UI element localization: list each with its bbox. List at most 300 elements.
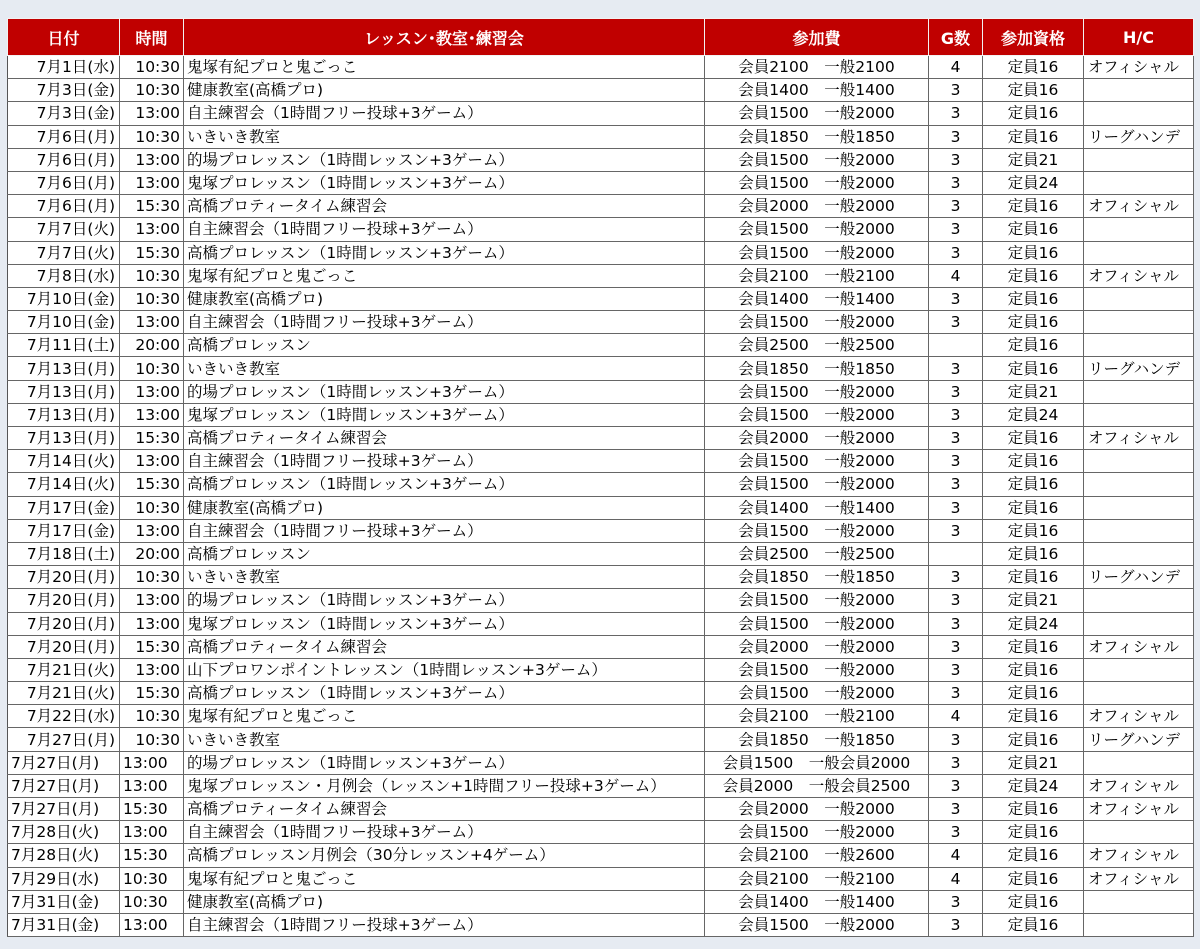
cell-games: 4	[929, 867, 983, 890]
cell-title: いきいき教室	[184, 125, 705, 148]
cell-qualification: 定員16	[983, 334, 1084, 357]
table-row	[8, 682, 1194, 705]
cell-handicap	[1084, 682, 1194, 705]
cell-fee: 会員1500 一般2000	[705, 519, 929, 542]
cell-qualification: 定員16	[983, 264, 1084, 287]
cell-handicap	[1084, 334, 1194, 357]
cell-games: 3	[929, 102, 983, 125]
cell-qualification: 定員24	[983, 403, 1084, 426]
cell-games: 3	[929, 357, 983, 380]
header-row	[8, 19, 1194, 56]
cell-title: 高橋プロティータイム練習会	[184, 427, 705, 450]
cell-time: 13:00	[120, 171, 184, 194]
table-row	[8, 311, 1194, 334]
cell-qualification: 定員21	[983, 589, 1084, 612]
cell-time: 10:30	[120, 867, 184, 890]
cell-fee: 会員2000 一般2000	[705, 427, 929, 450]
table-row	[8, 427, 1194, 450]
cell-qualification: 定員16	[983, 496, 1084, 519]
table-row	[8, 913, 1194, 936]
cell-qualification: 定員24	[983, 171, 1084, 194]
table-row	[8, 705, 1194, 728]
cell-handicap	[1084, 148, 1194, 171]
cell-time: 13:00	[120, 450, 184, 473]
cell-time: 13:00	[120, 519, 184, 542]
cell-games: 3	[929, 612, 983, 635]
cell-games: 3	[929, 496, 983, 519]
cell-title: 鬼塚有紀プロと鬼ごっこ	[184, 705, 705, 728]
cell-title: 健康教室(高橋プロ)	[184, 79, 705, 102]
cell-title: いきいき教室	[184, 566, 705, 589]
cell-time: 20:00	[120, 334, 184, 357]
cell-handicap	[1084, 79, 1194, 102]
cell-fee: 会員2100 一般2100	[705, 705, 929, 728]
cell-fee: 会員1500 一般2000	[705, 589, 929, 612]
cell-qualification: 定員16	[983, 241, 1084, 264]
cell-handicap	[1084, 102, 1194, 125]
cell-date: 7月11日(土)	[8, 334, 120, 357]
cell-fee: 会員1500 一般会員2000	[705, 751, 929, 774]
cell-qualification: 定員16	[983, 56, 1084, 79]
table-row	[8, 658, 1194, 681]
header-date: 日付	[8, 19, 120, 56]
cell-date: 7月27日(月)	[8, 751, 120, 774]
cell-qualification: 定員16	[983, 867, 1084, 890]
cell-date: 7月22日(水)	[8, 705, 120, 728]
cell-handicap	[1084, 311, 1194, 334]
cell-qualification: 定員16	[983, 542, 1084, 565]
cell-title: 的場プロレッスン（1時間レッスン+3ゲーム）	[184, 589, 705, 612]
cell-qualification: 定員16	[983, 798, 1084, 821]
cell-title: 鬼塚有紀プロと鬼ごっこ	[184, 867, 705, 890]
cell-time: 10:30	[120, 56, 184, 79]
cell-title: 高橋プロレッスン月例会（30分レッスン+4ゲーム）	[184, 844, 705, 867]
cell-games: 3	[929, 311, 983, 334]
cell-fee: 会員2000 一般会員2500	[705, 774, 929, 797]
cell-handicap: オフィシャル	[1084, 635, 1194, 658]
cell-fee: 会員1400 一般1400	[705, 496, 929, 519]
cell-qualification: 定員16	[983, 102, 1084, 125]
cell-title: 自主練習会（1時間フリー投球+3ゲーム）	[184, 821, 705, 844]
table-row	[8, 751, 1194, 774]
cell-fee: 会員1500 一般2000	[705, 403, 929, 426]
cell-qualification: 定員16	[983, 311, 1084, 334]
cell-handicap	[1084, 519, 1194, 542]
cell-fee: 会員1500 一般2000	[705, 102, 929, 125]
cell-games: 3	[929, 125, 983, 148]
cell-title: 的場プロレッスン（1時間レッスン+3ゲーム）	[184, 751, 705, 774]
cell-games: 4	[929, 264, 983, 287]
cell-fee: 会員2000 一般2000	[705, 195, 929, 218]
header-games: G数	[929, 19, 983, 56]
cell-date: 7月7日(火)	[8, 241, 120, 264]
cell-games: 4	[929, 56, 983, 79]
cell-qualification: 定員16	[983, 682, 1084, 705]
cell-qualification: 定員16	[983, 890, 1084, 913]
table-row	[8, 334, 1194, 357]
cell-date: 7月27日(月)	[8, 728, 120, 751]
cell-qualification: 定員16	[983, 705, 1084, 728]
table-row	[8, 125, 1194, 148]
cell-fee: 会員2100 一般2100	[705, 264, 929, 287]
cell-date: 7月31日(金)	[8, 890, 120, 913]
cell-title: 鬼塚プロレッスン（1時間レッスン+3ゲーム）	[184, 171, 705, 194]
cell-title: 高橋プロティータイム練習会	[184, 798, 705, 821]
cell-fee: 会員2100 一般2600	[705, 844, 929, 867]
cell-date: 7月17日(金)	[8, 496, 120, 519]
cell-time: 13:00	[120, 589, 184, 612]
cell-time: 13:00	[120, 311, 184, 334]
cell-date: 7月7日(火)	[8, 218, 120, 241]
cell-handicap: リーグハンデ	[1084, 125, 1194, 148]
cell-games: 3	[929, 728, 983, 751]
cell-date: 7月17日(金)	[8, 519, 120, 542]
cell-games: 3	[929, 79, 983, 102]
table-row	[8, 635, 1194, 658]
cell-title: 健康教室(高橋プロ)	[184, 890, 705, 913]
cell-date: 7月28日(火)	[8, 821, 120, 844]
cell-handicap	[1084, 751, 1194, 774]
cell-time: 10:30	[120, 287, 184, 310]
header-fee: 参加費	[705, 19, 929, 56]
cell-fee: 会員1850 一般1850	[705, 728, 929, 751]
cell-fee: 会員1500 一般2000	[705, 311, 929, 334]
cell-date: 7月13日(月)	[8, 403, 120, 426]
cell-fee: 会員1500 一般2000	[705, 218, 929, 241]
table-row	[8, 403, 1194, 426]
cell-time: 13:00	[120, 658, 184, 681]
table-row	[8, 241, 1194, 264]
cell-qualification: 定員24	[983, 774, 1084, 797]
table-row	[8, 195, 1194, 218]
cell-games: 3	[929, 774, 983, 797]
cell-time: 13:00	[120, 821, 184, 844]
cell-time: 15:30	[120, 635, 184, 658]
cell-qualification: 定員16	[983, 450, 1084, 473]
cell-qualification: 定員16	[983, 79, 1084, 102]
table-row	[8, 450, 1194, 473]
cell-time: 15:30	[120, 473, 184, 496]
cell-title: 鬼塚プロレッスン・月例会（レッスン+1時間フリー投球+3ゲーム）	[184, 774, 705, 797]
table-row	[8, 612, 1194, 635]
cell-fee: 会員1850 一般1850	[705, 357, 929, 380]
cell-title: 山下プロワンポイントレッスン（1時間レッスン+3ゲーム）	[184, 658, 705, 681]
cell-handicap	[1084, 496, 1194, 519]
cell-date: 7月20日(月)	[8, 589, 120, 612]
cell-time: 13:00	[120, 403, 184, 426]
cell-title: 健康教室(高橋プロ)	[184, 287, 705, 310]
cell-handicap: オフィシャル	[1084, 427, 1194, 450]
cell-handicap	[1084, 612, 1194, 635]
cell-fee: 会員1500 一般2000	[705, 241, 929, 264]
cell-fee: 会員1500 一般2000	[705, 473, 929, 496]
cell-date: 7月10日(金)	[8, 311, 120, 334]
cell-fee: 会員1500 一般2000	[705, 148, 929, 171]
cell-handicap: オフィシャル	[1084, 798, 1194, 821]
cell-time: 13:00	[120, 774, 184, 797]
table-row	[8, 519, 1194, 542]
cell-title: 高橋プロレッスン	[184, 334, 705, 357]
cell-games: 3	[929, 287, 983, 310]
cell-qualification: 定員16	[983, 728, 1084, 751]
cell-title: 自主練習会（1時間フリー投球+3ゲーム）	[184, 519, 705, 542]
cell-title: 高橋プロレッスン	[184, 542, 705, 565]
cell-date: 7月29日(水)	[8, 867, 120, 890]
header-title: レッスン･教室･練習会	[184, 19, 705, 56]
cell-games	[929, 542, 983, 565]
cell-handicap	[1084, 890, 1194, 913]
cell-games: 3	[929, 890, 983, 913]
cell-fee: 会員1400 一般1400	[705, 890, 929, 913]
cell-date: 7月20日(月)	[8, 612, 120, 635]
cell-qualification: 定員16	[983, 821, 1084, 844]
cell-games: 4	[929, 705, 983, 728]
cell-time: 10:30	[120, 357, 184, 380]
table-row	[8, 79, 1194, 102]
cell-date: 7月21日(火)	[8, 682, 120, 705]
table-row	[8, 798, 1194, 821]
cell-games: 3	[929, 519, 983, 542]
cell-qualification: 定員16	[983, 427, 1084, 450]
cell-time: 15:30	[120, 427, 184, 450]
table-row	[8, 890, 1194, 913]
cell-title: 自主練習会（1時間フリー投球+3ゲーム）	[184, 311, 705, 334]
cell-date: 7月14日(火)	[8, 473, 120, 496]
cell-title: 高橋プロレッスン（1時間レッスン+3ゲーム）	[184, 682, 705, 705]
cell-handicap	[1084, 241, 1194, 264]
cell-fee: 会員2100 一般2100	[705, 867, 929, 890]
cell-title: 高橋プロレッスン（1時間レッスン+3ゲーム）	[184, 241, 705, 264]
cell-fee: 会員1400 一般1400	[705, 79, 929, 102]
cell-handicap	[1084, 450, 1194, 473]
cell-date: 7月8日(水)	[8, 264, 120, 287]
cell-date: 7月6日(月)	[8, 195, 120, 218]
cell-games: 3	[929, 171, 983, 194]
header-time: 時間	[120, 19, 184, 56]
cell-qualification: 定員16	[983, 287, 1084, 310]
cell-date: 7月28日(火)	[8, 844, 120, 867]
cell-fee: 会員1850 一般1850	[705, 125, 929, 148]
table-row	[8, 56, 1194, 79]
cell-fee: 会員1500 一般2000	[705, 821, 929, 844]
cell-handicap: オフィシャル	[1084, 195, 1194, 218]
cell-time: 10:30	[120, 125, 184, 148]
cell-games: 3	[929, 380, 983, 403]
cell-date: 7月31日(金)	[8, 913, 120, 936]
cell-handicap	[1084, 473, 1194, 496]
cell-date: 7月27日(月)	[8, 798, 120, 821]
cell-time: 13:00	[120, 148, 184, 171]
cell-games: 3	[929, 218, 983, 241]
cell-qualification: 定員16	[983, 357, 1084, 380]
cell-games: 3	[929, 427, 983, 450]
cell-handicap: オフィシャル	[1084, 264, 1194, 287]
cell-date: 7月21日(火)	[8, 658, 120, 681]
table-row	[8, 589, 1194, 612]
cell-games: 3	[929, 658, 983, 681]
cell-handicap: オフィシャル	[1084, 56, 1194, 79]
cell-qualification: 定員16	[983, 658, 1084, 681]
cell-fee: 会員1500 一般2000	[705, 612, 929, 635]
cell-date: 7月20日(月)	[8, 635, 120, 658]
cell-handicap: オフィシャル	[1084, 844, 1194, 867]
cell-handicap: リーグハンデ	[1084, 357, 1194, 380]
cell-date: 7月13日(月)	[8, 427, 120, 450]
cell-fee: 会員2000 一般2000	[705, 798, 929, 821]
cell-time: 10:30	[120, 890, 184, 913]
cell-fee: 会員1500 一般2000	[705, 913, 929, 936]
table-row	[8, 473, 1194, 496]
table-row	[8, 287, 1194, 310]
cell-games: 3	[929, 589, 983, 612]
cell-qualification: 定員16	[983, 218, 1084, 241]
cell-fee: 会員2500 一般2500	[705, 334, 929, 357]
cell-games: 3	[929, 148, 983, 171]
cell-time: 10:30	[120, 79, 184, 102]
cell-handicap	[1084, 821, 1194, 844]
cell-time: 20:00	[120, 542, 184, 565]
cell-fee: 会員2100 一般2100	[705, 56, 929, 79]
table-row	[8, 542, 1194, 565]
header-handicap: H/C	[1084, 19, 1194, 56]
cell-time: 15:30	[120, 241, 184, 264]
cell-time: 15:30	[120, 195, 184, 218]
cell-title: 鬼塚プロレッスン（1時間レッスン+3ゲーム）	[184, 403, 705, 426]
cell-games: 3	[929, 913, 983, 936]
cell-time: 10:30	[120, 566, 184, 589]
cell-date: 7月3日(金)	[8, 102, 120, 125]
cell-time: 10:30	[120, 705, 184, 728]
cell-fee: 会員2000 一般2000	[705, 635, 929, 658]
cell-qualification: 定員16	[983, 519, 1084, 542]
cell-title: いきいき教室	[184, 728, 705, 751]
cell-date: 7月6日(月)	[8, 125, 120, 148]
cell-title: 鬼塚有紀プロと鬼ごっこ	[184, 264, 705, 287]
table-body	[8, 56, 1194, 937]
cell-handicap	[1084, 589, 1194, 612]
cell-games: 3	[929, 635, 983, 658]
cell-handicap: オフィシャル	[1084, 705, 1194, 728]
cell-fee: 会員1500 一般2000	[705, 450, 929, 473]
cell-time: 13:00	[120, 380, 184, 403]
cell-games: 3	[929, 821, 983, 844]
table-row	[8, 357, 1194, 380]
table-row	[8, 774, 1194, 797]
cell-handicap	[1084, 171, 1194, 194]
table-row	[8, 148, 1194, 171]
cell-date: 7月13日(月)	[8, 357, 120, 380]
cell-title: 的場プロレッスン（1時間レッスン+3ゲーム）	[184, 380, 705, 403]
cell-time: 13:00	[120, 218, 184, 241]
cell-qualification: 定員16	[983, 844, 1084, 867]
cell-time: 13:00	[120, 913, 184, 936]
cell-handicap: オフィシャル	[1084, 774, 1194, 797]
cell-fee: 会員1850 一般1850	[705, 566, 929, 589]
table-row	[8, 821, 1194, 844]
cell-handicap	[1084, 403, 1194, 426]
cell-title: 鬼塚有紀プロと鬼ごっこ	[184, 56, 705, 79]
cell-date: 7月3日(金)	[8, 79, 120, 102]
table-row	[8, 867, 1194, 890]
cell-date: 7月6日(月)	[8, 148, 120, 171]
cell-title: 的場プロレッスン（1時間レッスン+3ゲーム）	[184, 148, 705, 171]
cell-qualification: 定員16	[983, 566, 1084, 589]
cell-time: 13:00	[120, 102, 184, 125]
cell-games: 4	[929, 844, 983, 867]
table-row	[8, 844, 1194, 867]
cell-date: 7月13日(月)	[8, 380, 120, 403]
cell-title: 健康教室(高橋プロ)	[184, 496, 705, 519]
cell-fee: 会員1500 一般2000	[705, 380, 929, 403]
cell-time: 15:30	[120, 798, 184, 821]
cell-time: 10:30	[120, 728, 184, 751]
cell-title: 自主練習会（1時間フリー投球+3ゲーム）	[184, 913, 705, 936]
table-row	[8, 380, 1194, 403]
cell-games	[929, 334, 983, 357]
cell-date: 7月1日(水)	[8, 56, 120, 79]
cell-games: 3	[929, 798, 983, 821]
table-row	[8, 218, 1194, 241]
cell-games: 3	[929, 403, 983, 426]
cell-date: 7月6日(月)	[8, 171, 120, 194]
cell-time: 15:30	[120, 682, 184, 705]
cell-qualification: 定員16	[983, 635, 1084, 658]
table-row	[8, 171, 1194, 194]
cell-handicap	[1084, 287, 1194, 310]
cell-title: 高橋プロティータイム練習会	[184, 635, 705, 658]
cell-fee: 会員1400 一般1400	[705, 287, 929, 310]
cell-title: 自主練習会（1時間フリー投球+3ゲーム）	[184, 218, 705, 241]
cell-fee: 会員1500 一般2000	[705, 682, 929, 705]
cell-title: 高橋プロレッスン（1時間レッスン+3ゲーム）	[184, 473, 705, 496]
cell-handicap	[1084, 542, 1194, 565]
cell-handicap: リーグハンデ	[1084, 566, 1194, 589]
cell-games: 3	[929, 566, 983, 589]
cell-time: 15:30	[120, 844, 184, 867]
cell-qualification: 定員24	[983, 612, 1084, 635]
cell-games: 3	[929, 450, 983, 473]
table-row	[8, 102, 1194, 125]
cell-time: 13:00	[120, 751, 184, 774]
cell-date: 7月10日(金)	[8, 287, 120, 310]
cell-title: 鬼塚プロレッスン（1時間レッスン+3ゲーム）	[184, 612, 705, 635]
cell-time: 13:00	[120, 612, 184, 635]
cell-handicap	[1084, 913, 1194, 936]
cell-fee: 会員2500 一般2500	[705, 542, 929, 565]
cell-fee: 会員1500 一般2000	[705, 658, 929, 681]
cell-qualification: 定員16	[983, 125, 1084, 148]
table-row	[8, 496, 1194, 519]
cell-time: 10:30	[120, 264, 184, 287]
cell-qualification: 定員16	[983, 913, 1084, 936]
cell-games: 3	[929, 682, 983, 705]
cell-date: 7月20日(月)	[8, 566, 120, 589]
cell-qualification: 定員21	[983, 148, 1084, 171]
cell-games: 3	[929, 473, 983, 496]
cell-handicap	[1084, 218, 1194, 241]
cell-fee: 会員1500 一般2000	[705, 171, 929, 194]
cell-title: 自主練習会（1時間フリー投球+3ゲーム）	[184, 450, 705, 473]
cell-handicap: オフィシャル	[1084, 867, 1194, 890]
cell-qualification: 定員21	[983, 751, 1084, 774]
table-row	[8, 264, 1194, 287]
cell-games: 3	[929, 195, 983, 218]
cell-title: いきいき教室	[184, 357, 705, 380]
cell-title: 高橋プロティータイム練習会	[184, 195, 705, 218]
cell-handicap	[1084, 380, 1194, 403]
cell-date: 7月18日(土)	[8, 542, 120, 565]
cell-title: 自主練習会（1時間フリー投球+3ゲーム）	[184, 102, 705, 125]
